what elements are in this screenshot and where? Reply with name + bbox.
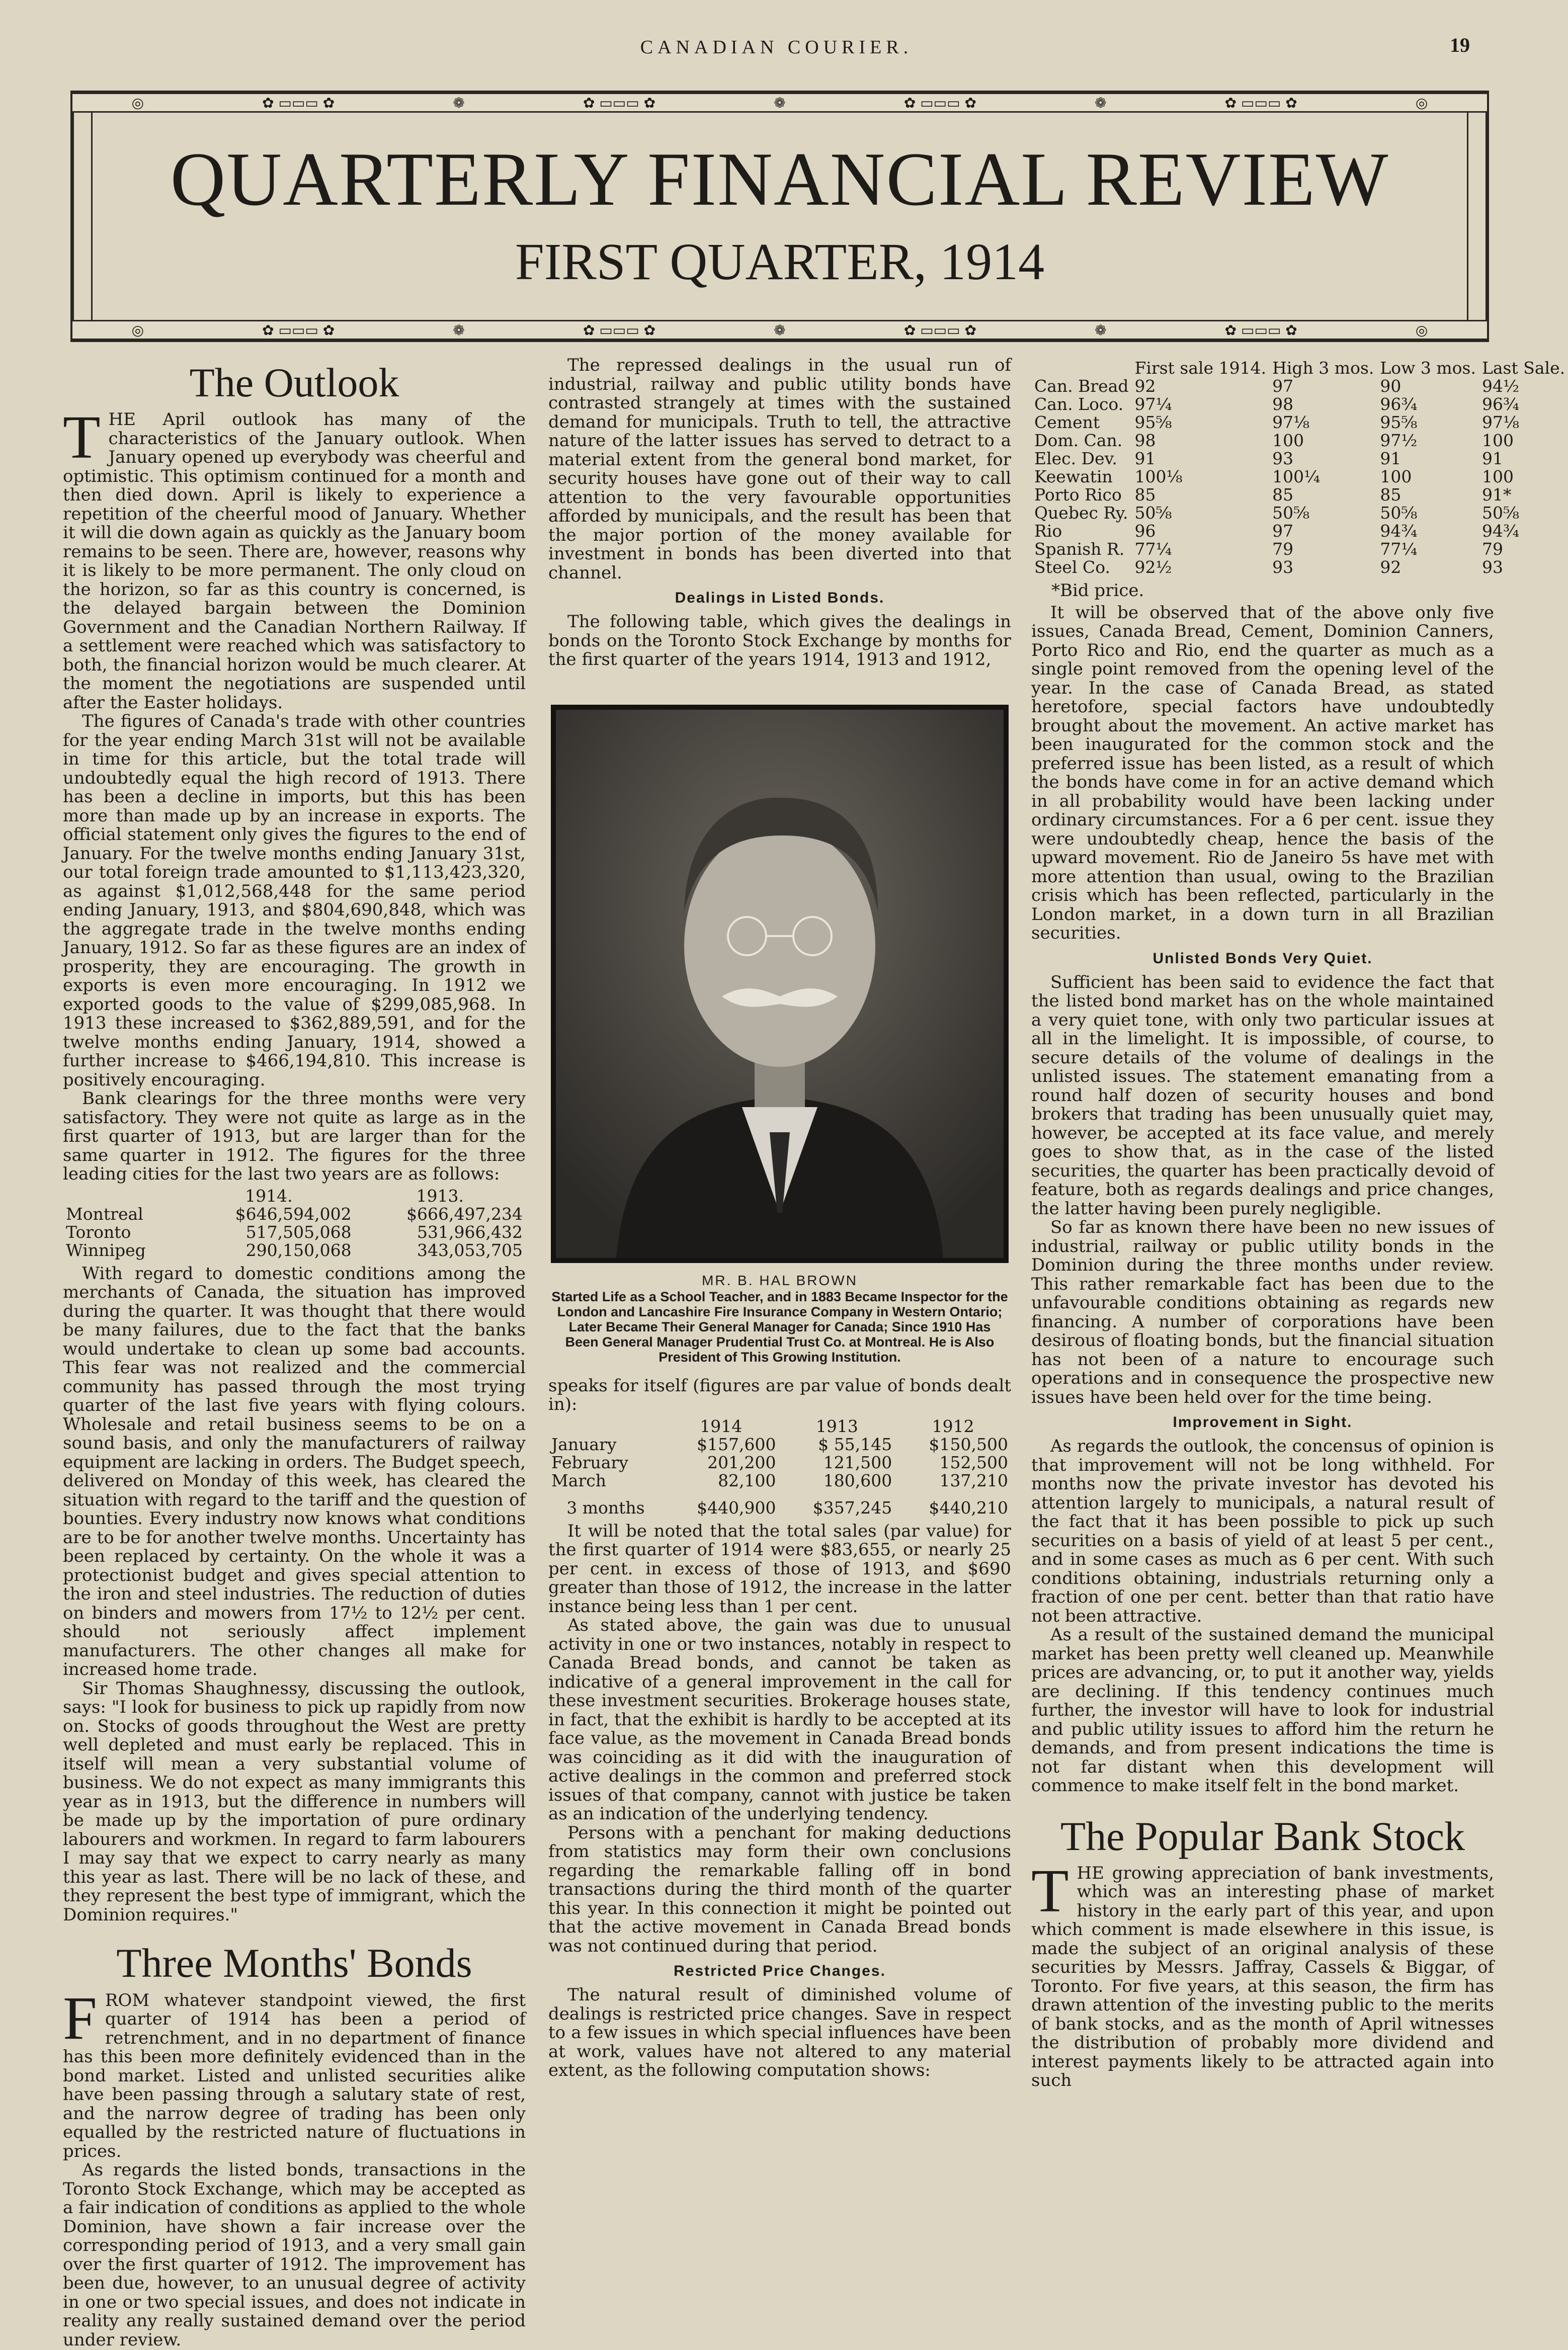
portrait-image — [556, 710, 1004, 1258]
paragraph: So far as known there have been no new issues of industrial, railway or public utility bonds in the Dominion during the three months under review. This rather remarkable fact has been due to the unfavourable conditions obtaining as regards new financing. A number of corporations have been desirous of floating bonds, but the financial situation has not been of a nature to encourage such operations and in consequence the prospective new issues have been held over for the time being. — [1031, 1217, 1494, 1407]
table-row: Rio 96 97 94¾ 94¾ — [1034, 521, 1519, 541]
table-row: Porto Rico 85 85 85 91* — [1034, 485, 1512, 505]
ornament-border-top: ◎ ✿ ▭▭▭ ✿ ❁ ✿ ▭▭▭ ✿ ❁ ✿ ▭▭▭ ✿ ❁ ✿ ▭▭▭ ✿ ◎ — [72, 93, 1487, 113]
paragraph: As a result of the sustained demand the municipal market has been pretty well cleaned up. Meanwhile prices are advancing, or, to put it another way, yields are declining. If this tendency continues much further, the investor will have to look for industrial and public utility issues to afford him the return he demands, and from present indications the time is not far distant when this development will commence to make itself felt in the bond market. — [1031, 1625, 1494, 1796]
column-middle — [548, 356, 1011, 2080]
paragraph: With regard to domestic conditions among the merchants of Canada, the situation has improved during the quarter. It was thought that there would be many failures, due to the fact that the banks would undertake to clean up some bad accounts. This fear was not realized and the commercial community has passed through the most trying quarter of the last five years with flying colours. Wholesale and retail business seems to be on a sound basis, and only the manufacturers of railway equipment are lacking in orders. The Budget speech, delivered on Monday of this week, has cleared the situation with regard to the tariff and the question of bounties. Every industry now knows what conditions are to be for another twelve months. Uncertainty has been replaced by certainty. On the whole it was a protectionist budget and gives special attention to the iron and steel industries. The reduction of duties on binders and mowers from 17½ to 12½ per cent. should not seriously affect implement manufacturers. The other changes all make for increased home trade. — [63, 1263, 526, 1680]
table-row: Toronto 517,505,068 531,966,432 — [66, 1222, 523, 1242]
page-subtitle: FIRST QUARTER, 1914 — [515, 233, 1045, 291]
table-header-row — [63, 1187, 526, 1205]
subhead-restricted-price: Restricted Price Changes. — [674, 1963, 886, 1979]
paragraph: FROM whatever standpoint viewed, the first quarter of 1914 has been a period of retrenchment, and in no department of finance has this been more definitely evidenced than in the bond market. Listed and unlisted securities alike have been passing through a salutary state of rest, and the narrow degree of trading has been only equalled by the restricted nature of fluctuations in prices. — [63, 1984, 526, 2161]
table-header: 1913. — [416, 1186, 464, 1206]
table-row: Steel Co. 92½ 93 92 93 — [1034, 557, 1503, 577]
price-changes-table — [1031, 359, 1568, 576]
column-right — [1031, 356, 1565, 2091]
page-title: QUARTERLY FINANCIAL REVIEW — [170, 137, 1389, 221]
paragraph: The natural result of diminished volume of dealings is restricted price changes. Save in respect to a few issues in which special influences have been at work, values have not altered to any material extent, as the following computation shows: — [548, 1985, 1011, 2080]
table-row: Keewatin 100⅛ 100¼ 100 100 — [1034, 467, 1514, 486]
paragraph: It will be noted that the total sales (par value) for the first quarter of 1914 were $83,655, or nearly 25 per cent. in excess of those of 1913, and $690 greater than those of 1912, the increase in the latter instance being less than 1 per cent. — [548, 1521, 1011, 1617]
section-title-bonds: Three Months' Bonds — [116, 1940, 472, 1986]
paragraph: Bank clearings for the three months were very satisfactory. They were not quite as large as in the first quarter of 1913, but are larger than for the same quarter in 1912. The figures for the three leading cities for the last two years are as follows: — [63, 1088, 526, 1185]
drop-cap: T — [63, 403, 101, 472]
table-row: Winnipeg 290,150,068 343,053,705 — [66, 1240, 523, 1260]
running-head: CANADIAN COURIER. — [640, 37, 913, 58]
section-title-outlook: The Outlook — [189, 360, 399, 405]
portrait-photo — [551, 705, 1009, 1263]
paragraph: The repressed dealings in the usual run of industrial, railway and public utility bonds have contrasted strangely at times with the sustained demand for municipals. Truth to tell, the attractive nature of the latter issues has served to detract to a material extent from the general bond market, for security houses have gone out of their way to call attention to the very favourable opportunities afforded by municipals, and the result has been that the major portion of the money available for investment in bonds has been diverted into that channel. — [548, 355, 1011, 583]
drop-cap: T — [1031, 1857, 1069, 1925]
drop-cap: F — [63, 1984, 97, 2052]
table-row: February 201,200 121,500 152,500 — [551, 1452, 1008, 1472]
table-header-row: 1914 1913 1912 — [700, 1416, 974, 1436]
paragraph: Persons with a penchant for making deductions from statistics may form their own conclusions regarding the remarkable falling off in bond transactions during the third month of the quarter this year. In this connection it might be pointed out that the active movement in Canada Bread bonds was not continued during that period. — [548, 1822, 1011, 1956]
table-row: January $157,600 $ 55,145 $150,500 — [551, 1434, 1008, 1454]
paragraph: THE growing appreciation of bank investments, which was an interesting phase of market history in the early part of this year, and upon which comment is made elsewhere in this issue, is made the subject of an original analysis of these securities by Messrs. Jaffray, Cassels & Biggar, of Toronto. For five years, at this season, the firm has drawn attention of the investing public to the merits of bank stocks, and as the month of April witnesses the distribution of probably more dividend and interest payments likely to be attracted again into such — [1031, 1857, 1494, 2091]
table-row: Can. Bread 92 97 90 94½ — [1034, 376, 1519, 396]
page-number: 19 — [1450, 34, 1470, 56]
paragraph: The following table, which gives the dealings in bonds on the Toronto Stock Exchange by months for the first quarter of the years 1914, 1913 and 1912, — [548, 612, 1011, 669]
table-total-row: 3 months $440,900 $357,245 $440,210 — [566, 1497, 1008, 1518]
table-row: Elec. Dev. 91 93 91 91 — [1034, 449, 1503, 468]
paragraph: As regards the outlook, the concensus of opinion is that improvement will not be long withheld. For months now the private investor has devoted his attention largely to municipals, a natural result of the fact that it has been possible to pick up such securities on a basis of yield of at least 5 per cent., and in some cases as much as 6 per cent. With such conditions obtaining, industrials returning only a fraction of one per cent. better than that ratio have not been attractive. — [1031, 1436, 1494, 1626]
subhead-improvement: Improvement in Sight. — [1173, 1414, 1353, 1431]
paragraph: It will be observed that of the above only five issues, Canada Bread, Cement, Dominion Canners, Porto Rico and Rio, end the quarter as much as a single point removed from the opening level of the year. In the case of Canada Bread, as stated heretofore, special factors have undoubtedly brought about the movement. An active market has been inaugurated for the common stock and the preferred issue has been listed, as a result of which the bonds have come in for an active demand which in all probability would have been lacking under ordinary circumstances. For a 6 per cent. issue they were undoubtedly cheap, hence the basis of the upward movement. Rio de Janeiro 5s have met with more attention than usual, owing to the Brazilian crisis which has been reflected, particularly in the London market, in a down turn in all Brazilian securities. — [1031, 602, 1494, 943]
paragraph: speaks for itself (figures are par value of bonds dealt in): — [548, 1375, 1011, 1414]
paragraph: As regards the listed bonds, transactions in the Toronto Stock Exchange, which may be accepted as a fair indication of conditions as applied to the whole Dominion, have shown a fair increase over the corresponding period of 1913, and a very small gain over the first quarter of 1912. The improvement has been due, however, to an unusual degree of activity in one or two special issues, and does not indicate in reality any really sustained demand over the period under review. — [63, 2160, 526, 2350]
title-banner — [70, 91, 1489, 342]
clearings-table — [63, 1187, 526, 1260]
table-row: Montreal $646,594,002 $666,497,234 — [66, 1204, 523, 1224]
table-header: 1914. — [245, 1186, 293, 1206]
bond-dealings-table — [548, 1417, 1011, 1517]
paragraph: Sir Thomas Shaughnessy, discussing the outlook, says: "I look for business to pick up rapidly from now on. Stocks of goods throughout the West are pretty well depleted and must early be replaced. This in itself will mean a very substantial volume of business. We do not expect as many immigrants this year as in 1913, but the difference in numbers will be made up by the importation of pure ordinary labourers and workmen. In regard to farm labourers I may say that we expect to carry nearly as many this year as last. There will be no lack of these, and they represent the best type of immigrant, which the Dominion requires." — [63, 1678, 526, 1925]
table-row: Quebec Ry. 50⅝ 50⅝ 50⅝ 50⅝ — [1034, 503, 1519, 523]
table-row: March 82,100 180,600 137,210 — [551, 1470, 1008, 1490]
paragraph: The figures of Canada's trade with other countries for the year ending March 31st will not be available in time for this article, but the total trade will undoubtedly equal the high record of 1913. There has been a decline in imports, but this has been more than made up by an increase in exports. The official statement only gives the figures to the end of January. For the twelve months ending January 31st, our total foreign trade amounted to $1,113,423,320, as against $1,012,568,448 for the same period ending January, 1913, and $804,690,848, which was the aggregate trade in the twelve months ending January, 1912. So far as these figures are an index of prosperity, they are encouraging. The growth in exports is even more encouraging. In 1912 we exported goods to the value of $299,085,968. In 1913 these increased to $362,889,591, and for the twelve months ending January, 1914, showed a further increase to $466,194,810. This increase is positively encouraging. — [63, 711, 526, 1090]
subhead-listed-bonds: Dealings in Listed Bonds. — [675, 590, 885, 606]
table-footnote: *Bid price. — [1051, 580, 1144, 601]
table-row: Can. Loco. 97¼ 98 96¾ 96¾ — [1034, 394, 1519, 414]
table-row: Dom. Can. 98 100 97½ 100 — [1034, 431, 1514, 450]
subhead-unlisted-bonds: Unlisted Bonds Very Quiet. — [1152, 950, 1373, 967]
section-title-bank-stock: The Popular Bank Stock — [1060, 1813, 1465, 1859]
paragraph: Sufficient has been said to evidence the fact that the listed bond market has on the whole maintained a very quiet tone, with only two particular issues at all in the limelight. It is impossible, of course, to secure details of the volume of dealings in the unlisted issues. The statement emanating from a round half dozen of security houses and bond brokers that trading has been unusually quiet may, however, be accepted at its face value, and merely goes to show that, as in the case of the listed securities, the quarter has been practically devoid of feature, both as regards dealings and price changes, the latter having been purely negligible. — [1031, 972, 1494, 1219]
photo-caption: Started Life as a School Teacher, and in 1883 Became Inspector for the London and Lancashire Fire Insurance Company in Western Ontario; Later Became Their General Manager for Canada; Since 1910 Has Been General Manager Prudential Trust Co. at Montreal. He is Also President of This Growing Institution. — [551, 1289, 1008, 1365]
ornament-border-bottom: ◎ ✿ ▭▭▭ ✿ ❁ ✿ ▭▭▭ ✿ ❁ ✿ ▭▭▭ ✿ ❁ ✿ ▭▭▭ ✿ ◎ — [72, 320, 1487, 340]
paragraph: THE April outlook has many of the characteristics of the January outlook. When January opened up everybody was cheerful and optimistic. This optimism continued for a month and then died down. April is likely to experience a repetition of the cheerful mood of January. Whether it will die down again as quickly as the January boom remains to be seen. There are, however, reasons why it is likely to be more permanent. The only cloud on the horizon, so far as this country is concerned, is the delayed bargain between the Dominion Government and the Canadian Northern Railway. If a settlement were reached which was satisfactory to both, the financial horizon would be much clearer. At the moment the negotiations are suspended until after the Easter holidays. — [63, 403, 526, 713]
table-row: Cement 95⅝ 97⅛ 95⅝ 97⅛ — [1034, 412, 1519, 432]
photo-caption-name: MR. B. HAL BROWN — [702, 1272, 858, 1288]
table-header-row: First sale 1914. High 3 mos. Low 3 mos. Last Sale. — [1134, 358, 1565, 378]
table-row: Spanish R. 77¼ 79 77¼ 79 — [1034, 539, 1503, 559]
column-left — [63, 356, 526, 2349]
paragraph: As stated above, the gain was due to unusual activity in one or two instances, notably in respect to Canada Bread bonds, and cannot be taken as indicative of a general improvement in the call for these investment securities. Brokerage houses state, in fact, that the exhibit is hardly to be accepted at its face value, as the movement in Canada Bread bonds was coinciding as it did with the inauguration of active dealings in the common and preferred stock issues of that company, cannot with justice be taken as an indication of the underlying tendency. — [548, 1615, 1011, 1824]
